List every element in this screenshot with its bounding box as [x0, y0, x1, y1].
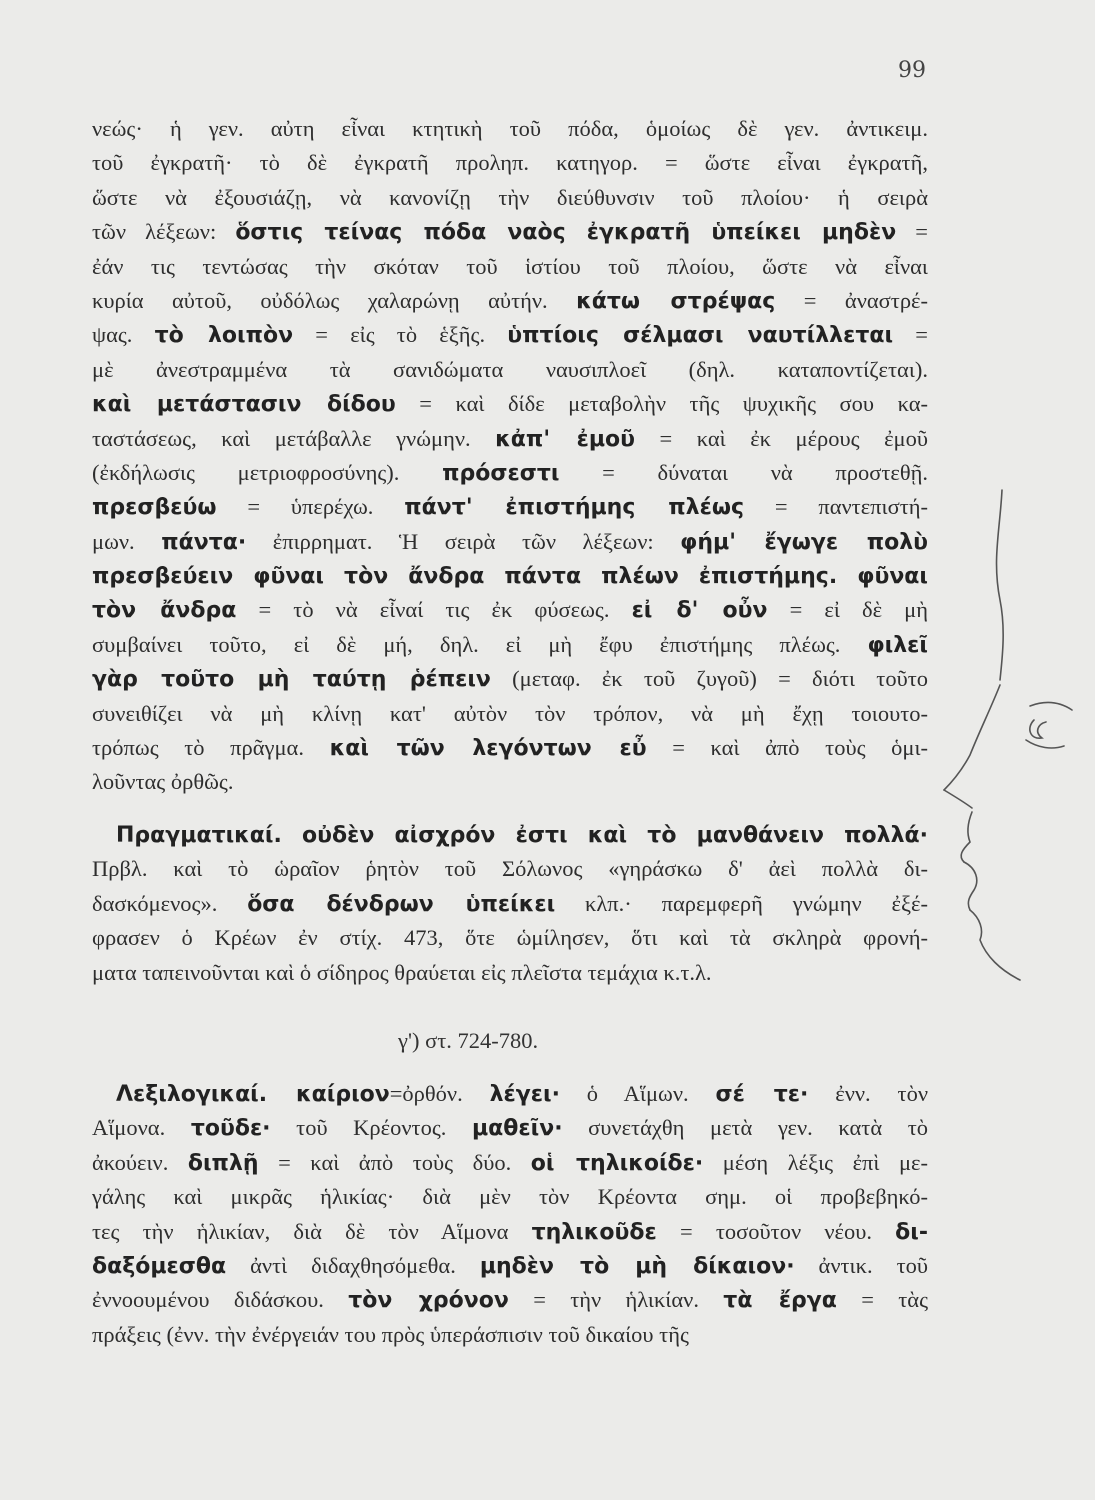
- gloss-text: = τὸ νὰ εἶναί τις ἐκ φύσεως.: [236, 597, 632, 623]
- lemma-term: πρεσβεύειν φῦναι τὸν ἄνδρα πάντα πλέων ἐπιστήμης. φῦναι: [92, 564, 928, 590]
- gloss-text: (μεταφ. ἐκ τοῦ ζυγοῦ) = διότι τοῦτο: [490, 666, 928, 692]
- lemma-term: πρεσβεύω: [92, 495, 217, 521]
- gloss-text: = τὴν ἡλικίαν.: [508, 1287, 724, 1313]
- lemma-term: μαθεῖν·: [471, 1116, 563, 1142]
- text-line: [92, 318, 928, 352]
- profile-sketch: [930, 470, 1090, 1070]
- gloss-text: τῶν λέξεων:: [92, 219, 236, 245]
- gloss-text: συμβαίνει τοῦτο, εἰ δὲ μή, δηλ. εἰ μὴ ἔφυ ἐπιστήμης πλέως.: [92, 631, 868, 657]
- lemma-term: ὑπτίοις σέλμασι ναυτίλλεται: [507, 323, 894, 349]
- gloss-text: = καὶ ἀπὸ τοὺς δύο.: [258, 1149, 531, 1175]
- paragraph-lexilogikai: [92, 1077, 928, 1352]
- lemma-term: τὸν χρόνον: [348, 1288, 509, 1314]
- lemma-term: λέγει·: [489, 1082, 560, 1107]
- gloss-text: τρόπως τὸ πρᾶγμα.: [92, 735, 330, 761]
- gloss-text: = εἰς τὸ ἑξῆς.: [293, 322, 508, 348]
- gloss-text: = τοσοῦτον νέου.: [656, 1218, 896, 1244]
- text-line: [92, 422, 928, 456]
- lemma-term: καὶ τῶν λεγόντων εὖ: [329, 736, 647, 762]
- lemma-term: ὅσα δένδρων ὑπείκει: [247, 891, 556, 917]
- gloss-text: δασκόμενος».: [92, 890, 248, 916]
- lemma-term: καὶ μετάστασιν δίδου: [92, 392, 396, 418]
- text-line: [92, 1111, 928, 1145]
- gloss-text: =: [893, 322, 928, 348]
- text-line: [92, 662, 928, 696]
- gloss-text: συνετάχθη μετὰ γεν. κατὰ τὸ: [562, 1115, 929, 1141]
- gloss-text: = εἰ δὲ μὴ: [767, 597, 928, 623]
- lemma-term: γὰρ τοῦτο μὴ ταύτῃ ῥέπειν: [92, 667, 491, 693]
- gloss-text: ἐάν τις τεντώσας τὴν σκόταν τοῦ ἱστίου τοῦ πλοίου, ὥστε νὰ εἶναι: [92, 253, 928, 279]
- gloss-text: = ἀναστρέ-: [775, 287, 929, 313]
- text-line: [92, 697, 928, 731]
- text-line: [92, 215, 928, 249]
- gloss-text: ψας.: [92, 322, 155, 348]
- gloss-text: μων.: [92, 528, 162, 554]
- gloss-text: = καὶ ἀπὸ τοὺς ὁμι-: [646, 735, 928, 761]
- text-line: [92, 593, 928, 627]
- gloss-text: πράξεις (ἐνν. τὴν ἐνέργειάν του πρὸς ὑπεράσπισιν τοῦ δικαίου τῆς: [92, 1321, 689, 1347]
- text-line: [92, 387, 928, 421]
- lemma-term: οἱ τηλικοίδε·: [530, 1150, 704, 1176]
- gloss-text: = τὰς: [836, 1287, 929, 1313]
- lemma-term: κάτω στρέψας: [576, 288, 776, 314]
- gloss-text: (ἐκδήλωσις μετριοφροσύνης).: [92, 459, 443, 485]
- text-line: [92, 1283, 928, 1317]
- text-line: [92, 852, 928, 886]
- lemma-term: φήμ' ἔγωγε πολὺ: [680, 529, 928, 555]
- gloss-text: νεώς· ἡ γεν. αὐτη εἶναι κτητικὴ τοῦ πόδα, ὁμοίως δὲ γεν. ἀντικειμ.: [92, 116, 928, 141]
- gloss-text: = καὶ ἐκ μέρους ἐμοῦ: [635, 425, 928, 451]
- text-line: [92, 956, 928, 990]
- gloss-text: γάλης καὶ μικρᾶς ἡλικίας· διὰ μὲν τὸν Κρέοντα σημ. οἱ προβεβηκό-: [92, 1184, 928, 1210]
- gloss-text: φρασεν ὁ Κρέων ἐν στίχ. 473, ὅτε ὡμίλησεν, ὅτι καὶ τὰ σκληρὰ φρονή-: [92, 925, 928, 951]
- gloss-text: τοῦ Κρέοντος.: [270, 1115, 472, 1141]
- gloss-text: ἀντὶ διδαχθησόμεθα.: [226, 1252, 480, 1278]
- section-title: γ') στ. 724-780.: [398, 1028, 539, 1053]
- lemma-term: εἰ δ' οὖν: [631, 598, 768, 624]
- text-line: [92, 765, 928, 799]
- gloss-text: συνειθίζει νὰ μὴ κλίνῃ κατ' αὐτὸν τὸν τρόπον, νὰ μὴ ἔχῃ τοιουτο-: [92, 700, 928, 726]
- lemma-term: πρόσεστι: [442, 460, 560, 486]
- text-line: [92, 731, 928, 765]
- gloss-text: ἐνν. τὸν: [808, 1081, 928, 1106]
- gloss-text: =: [896, 219, 928, 245]
- lemma-term: τὰ ἔργα: [723, 1288, 837, 1314]
- lemma-term: τηλικοῦδε: [531, 1219, 657, 1245]
- lemma-term: πάντα·: [161, 529, 247, 555]
- gloss-text: = δύναται νὰ προστεθῇ.: [559, 459, 928, 485]
- text-line: [92, 284, 928, 318]
- gloss-text: = ὑπερέχω.: [216, 494, 405, 520]
- text-line: [92, 1146, 928, 1180]
- gloss-text: κυρία αὐτοῦ, οὐδόλως χαλαρώνῃ αὐτήν.: [92, 287, 577, 313]
- text-line: [92, 456, 928, 490]
- lemma-term: τοῦδε·: [190, 1116, 271, 1142]
- gloss-text: κλπ.· παρεμφερῆ γνώμην ἐξέ-: [555, 890, 928, 916]
- text-line: [92, 1215, 928, 1249]
- text-line: [92, 1249, 928, 1283]
- gloss-text: ματα ταπεινοῦνται καὶ ὁ σίδηρος θραύεται εἰς πλεῖστα τεμάχια κ.τ.λ.: [92, 959, 712, 985]
- lemma-term: δι-: [895, 1219, 928, 1245]
- text-line: [92, 353, 928, 387]
- gloss-text: μέση λέξις ἐπὶ με-: [703, 1149, 928, 1175]
- gloss-text: τες τὴν ἡλικίαν, διὰ δὲ τὸν Αἵμονα: [92, 1218, 532, 1244]
- lemma-term: πάντ' ἐπιστήμης πλέως: [404, 495, 744, 521]
- gloss-text: τοῦ ἐγκρατῆ· τὸ δὲ ἐγκρατῆ προληπ. κατηγορ. = ὥστε εἶναι ἐγκρατῆ,: [92, 150, 928, 176]
- text-line: [92, 1318, 928, 1352]
- gloss-text: = παντεπιστή-: [743, 494, 929, 520]
- text-line: [92, 887, 928, 921]
- text-line: [92, 525, 928, 559]
- text-line: [92, 112, 928, 146]
- gloss-text: ἀντικ. τοῦ: [794, 1252, 928, 1278]
- gloss-text: ἀκούειν.: [92, 1149, 188, 1175]
- text-line: [92, 181, 928, 215]
- paragraph-pragmatikai: [92, 818, 928, 990]
- gloss-text: μὲ ἀνεστραμμένα τὰ σανιδώματα ναυσιπλοεῖ (δηλ. καταποντίζεται).: [92, 356, 928, 382]
- lemma-term: ὅστις τείνας πόδα ναὸς ἐγκρατῆ ὑπείκει μηδὲν: [235, 220, 897, 246]
- gloss-text: ἐπιρρηματ. Ἡ σειρὰ τῶν λέξεων:: [246, 528, 681, 554]
- paragraph-commentary-1: [92, 112, 928, 800]
- lemma-term: σέ τε·: [715, 1082, 809, 1107]
- text-line: [92, 818, 928, 852]
- lemma-term: μηδὲν τὸ μὴ δίκαιον·: [479, 1253, 795, 1279]
- lemma-term: διπλῇ: [187, 1150, 259, 1176]
- lemma-term: Λεξιλογικαί. καίριον: [116, 1082, 390, 1107]
- lemma-term: Πραγματικαί. οὐδὲν αἰσχρόν ἐστι καὶ τὸ μανθάνειν πολλά·: [116, 823, 928, 848]
- lemma-term: φιλεῖ: [867, 632, 928, 658]
- text-line: [92, 146, 928, 180]
- text-line: [92, 628, 928, 662]
- gloss-text: ὁ Αἵμων.: [559, 1081, 716, 1106]
- text-line: [92, 490, 928, 524]
- lemma-term: δαξόμεσθα: [92, 1253, 227, 1279]
- page-number: 99: [898, 58, 926, 83]
- text-line: [92, 921, 928, 955]
- gloss-text: ἐννοουμένου διδάσκου.: [92, 1287, 349, 1313]
- lemma-term: τὸν ἄνδρα: [92, 598, 237, 624]
- gloss-text: Πρβλ. καὶ τὸ ὡραῖον ῥητὸν τοῦ Σόλωνος «γηράσκω δ' ἀεὶ πολλὰ δι-: [92, 856, 928, 882]
- gloss-text: ταστάσεως, καὶ μετάβαλλε γνώμην.: [92, 425, 496, 451]
- text-line: [92, 1077, 928, 1111]
- gloss-text: ὥστε νὰ ἐξουσιάζῃ, νὰ κανονίζῃ τὴν διεύθυνσιν τοῦ πλοίου· ἡ σειρὰ: [92, 184, 928, 210]
- gloss-text: Αἵμονα.: [92, 1115, 191, 1141]
- gloss-text: λοῦντας ὀρθῶς.: [92, 769, 234, 795]
- gloss-text: = καὶ δίδε μεταβολὴν τῆς ψυχικῆς σου κα-: [395, 391, 929, 417]
- lemma-term: τὸ λοιπὸν: [154, 323, 294, 349]
- gloss-text: =ὀρθόν.: [389, 1081, 490, 1106]
- text-line: [92, 1180, 928, 1214]
- text-line: [92, 559, 928, 593]
- text-line: [92, 250, 928, 284]
- lemma-term: κἀπ' ἐμοῦ: [495, 426, 636, 452]
